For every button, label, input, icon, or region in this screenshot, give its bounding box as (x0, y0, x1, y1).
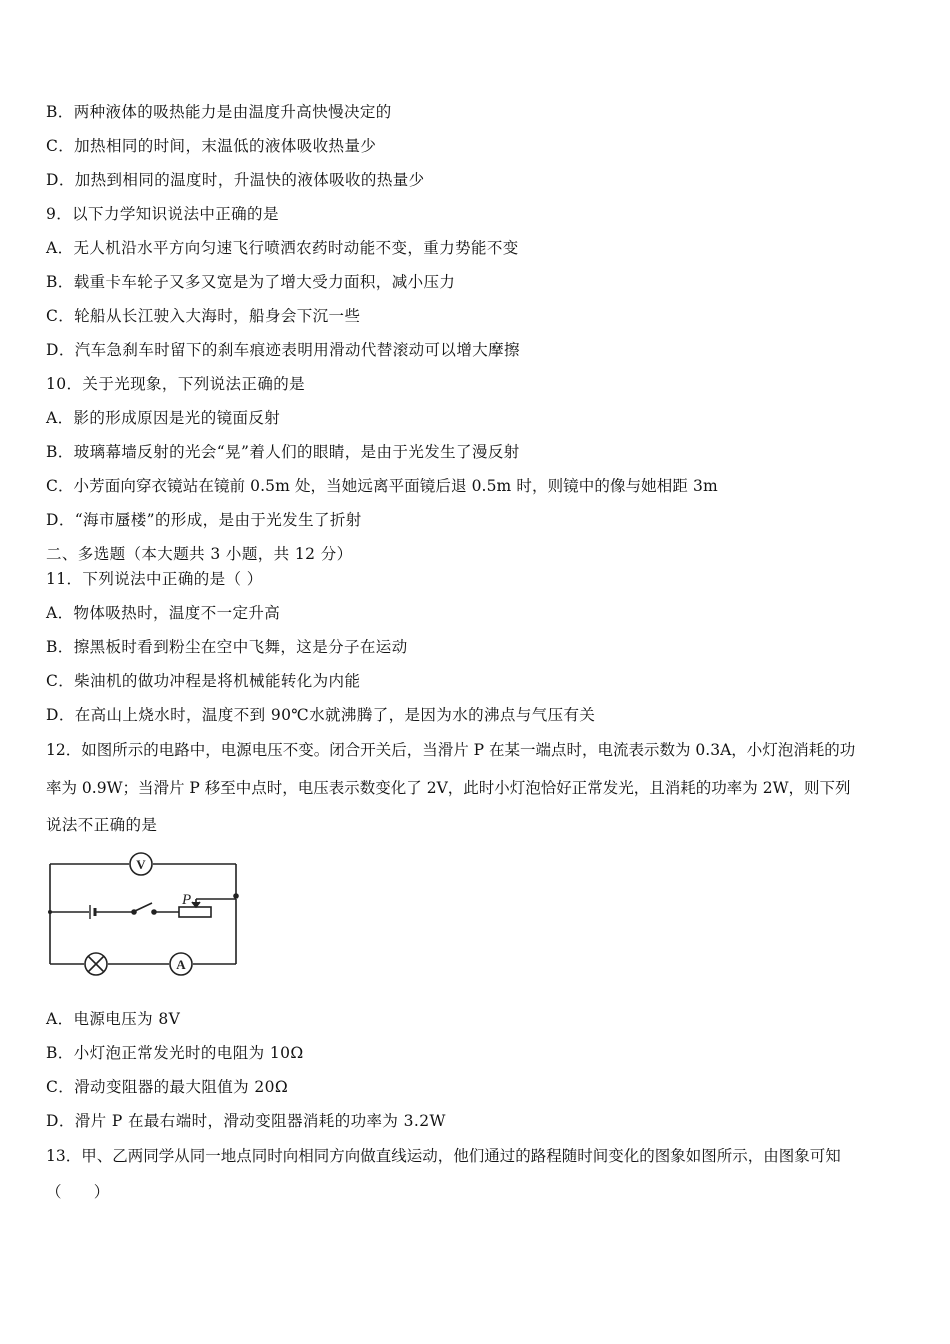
q12-stem-line-1: 12．如图所示的电路中，电源电压不变。闭合开关后，当滑片 P 在某一端点时，电流表示数为 0.3A，小灯泡消耗的功 (46, 741, 856, 759)
ammeter-label: A (176, 957, 186, 972)
q11-option-d: D．在高山上烧水时，温度不到 90℃水就沸腾了，是因为水的沸点与气压有关 (46, 706, 596, 724)
q13-stem-line-1: 13．甲、乙两同学从同一地点同时向相同方向做直线运动，他们通过的路程随时间变化的图象如图所示，由图象可知 (46, 1147, 841, 1165)
q9-option-c: C．轮船从长江驶入大海时，船身会下沉一些 (46, 307, 361, 325)
q12-stem-line-2: 率为 0.9W；当滑片 P 移至中点时，电压表示数变化了 2V，此时小灯泡恰好正常发光，且消耗的功率为 2W，则下列 (46, 779, 851, 797)
q12-option-c: C．滑动变阻器的最大阻值为 20Ω (46, 1078, 289, 1096)
q9-stem: 9．以下力学知识说法中正确的是 (46, 205, 279, 223)
q8-option-c: C．加热相同的时间，末温低的液体吸收热量少 (46, 137, 377, 155)
switch-icon (135, 903, 152, 911)
voltmeter-label: V (136, 857, 146, 872)
q12-option-b: B．小灯泡正常发光时的电阻为 10Ω (46, 1044, 304, 1062)
q10-option-b: B．玻璃幕墙反射的光会“晃”着人们的眼睛，是由于光发生了漫反射 (46, 443, 520, 461)
q8-option-b: B．两种液体的吸热能力是由温度升高快慢决定的 (46, 103, 392, 121)
rheostat-icon (179, 907, 211, 917)
q10-option-c: C．小芳面向穿衣镜站在镜前 0.5m 处，当她远离平面镜后退 0.5m 时，则镜中的像与她相距 3m (46, 477, 718, 495)
section-heading-multiple-choice: 二、多选题（本大题共 3 小题，共 12 分） (46, 545, 353, 563)
q8-option-d: D．加热到相同的温度时，升温快的液体吸收的热量少 (46, 171, 425, 189)
q11-stem: 11．下列说法中正确的是（ ） (46, 570, 263, 588)
circuit-diagram (44, 846, 244, 976)
q9-option-a: A．无人机沿水平方向匀速飞行喷洒农药时动能不变，重力势能不变 (46, 239, 519, 257)
q12-option-d: D．滑片 P 在最右端时，滑动变阻器消耗的功率为 3.2W (46, 1112, 446, 1130)
q13-stem-line-2: （ ） (46, 1183, 110, 1201)
slider-label: P (182, 892, 192, 908)
q11-option-a: A．物体吸热时，温度不一定升高 (46, 604, 281, 622)
q10-stem: 10．关于光现象，下列说法正确的是 (46, 375, 306, 393)
q9-option-b: B．载重卡车轮子又多又宽是为了增大受力面积，减小压力 (46, 273, 456, 291)
q10-option-d: D．“海市蜃楼”的形成，是由于光发生了折射 (46, 511, 362, 529)
q12-option-a: A．电源电压为 8V (46, 1010, 181, 1028)
q9-option-d: D．汽车急刹车时留下的刹车痕迹表明用滑动代替滚动可以增大摩擦 (46, 341, 520, 359)
q11-option-c: C．柴油机的做功冲程是将机械能转化为内能 (46, 672, 361, 690)
q11-option-b: B．擦黑板时看到粉尘在空中飞舞，这是分子在运动 (46, 638, 408, 656)
q12-stem-line-3: 说法不正确的是 (46, 816, 158, 834)
q10-option-a: A．影的形成原因是光的镜面反射 (46, 409, 281, 427)
